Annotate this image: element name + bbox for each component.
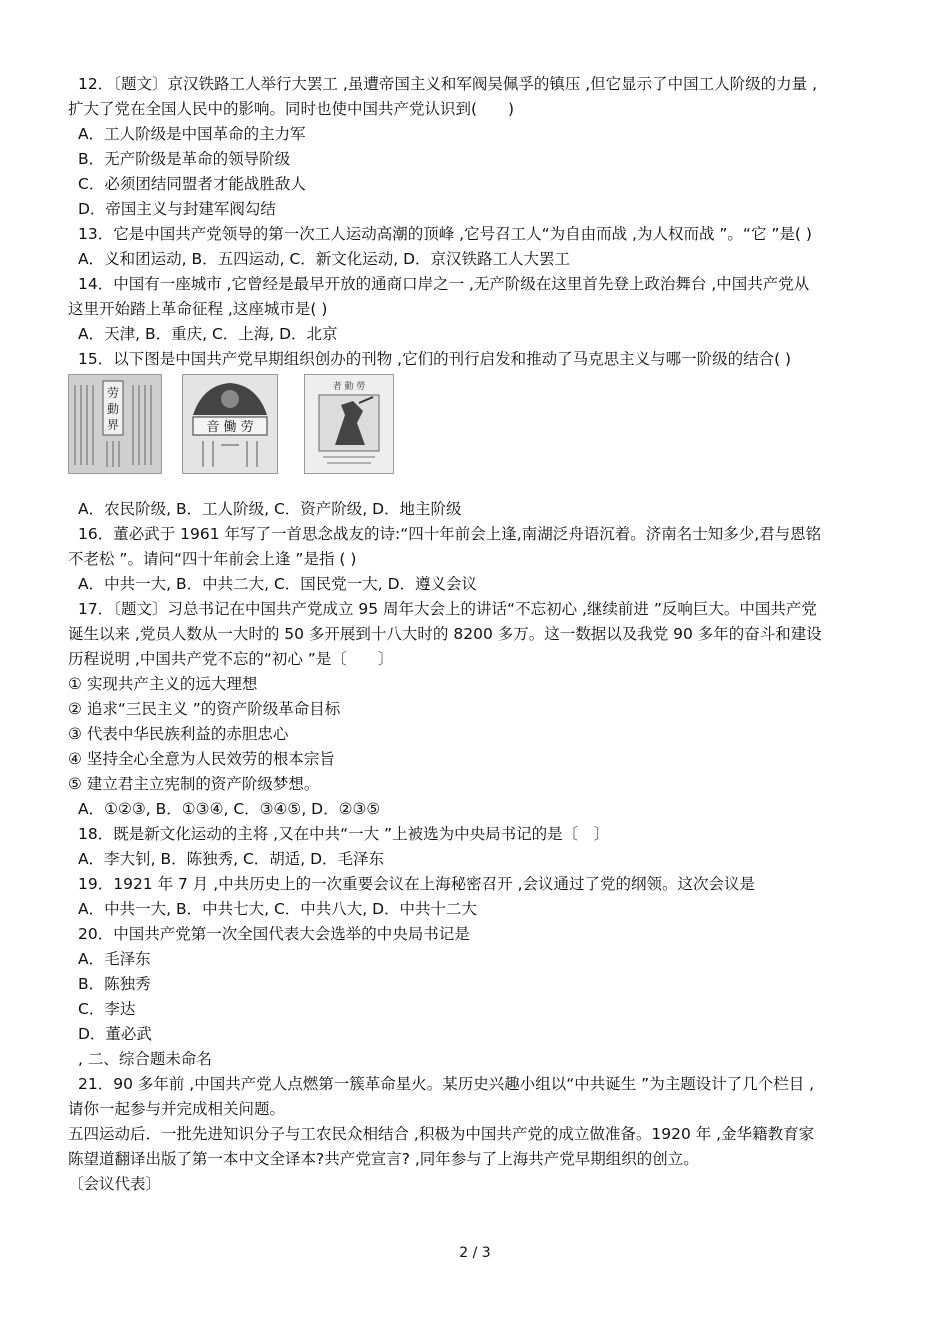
q19-stem: 19．1921 年 7 月 ,中共历史上的一次重要会议在上海秘密召开 ,会议通过了党的纲领。这次会议是 (78, 875, 756, 893)
q17-item-1: ① 实现共产主义的远大理想 (68, 675, 258, 693)
q19-options: A．中共一大, B．中共七大, C．中共八大, D．中共十二大 (78, 900, 478, 918)
svg-text:劳: 劳 (106, 386, 120, 400)
q17-item-2: ② 追求“三民主义 ”的资产阶级革命目标 (68, 700, 341, 718)
q16-options: A．中共一大, B．中共二大, C．国民党一大, D．遵义会议 (78, 575, 478, 593)
journal-images (68, 374, 398, 476)
q17-item-3: ③ 代表中华民族利益的赤胆忠心 (68, 725, 289, 743)
q20-option-b: B．陈独秀 (78, 975, 151, 993)
q12-stem-line1: 12．〔题文〕京汉铁路工人举行大罢工 ,虽遭帝国主义和军阀吴佩孚的镇压 ,但它显示了中国工人阶级的力量 , (78, 75, 818, 93)
journal-cover-icon (305, 375, 393, 473)
q15-options: A．农民阶级, B．工人阶级, C．资产阶级, D．地主阶级 (78, 500, 462, 518)
q20-option-a: A．毛泽东 (78, 950, 151, 968)
q12-option-c: C．必须团结同盟者才能战胜敌人 (78, 175, 306, 193)
q14-options: A．天津, B．重庆, C．上海, D．北京 (78, 325, 338, 343)
q16-stem-line2: 不老松 ”。请问“四十年前会上逢 ”是指 ( ) (68, 550, 357, 568)
q20-stem: 20．中国共产党第一次全国代表大会选举的中央局书记是 (78, 925, 470, 943)
q17-options: A．①②③, B．①③④, C．③④⑤, D．②③⑤ (78, 800, 381, 818)
q21-subheading: 〔会议代表〕 (68, 1175, 162, 1193)
q13-stem: 13．它是中国共产党领导的第一次工人运动高潮的顶峰 ,它号召工人“为自由而战 ,为人权而战 ”。“它 ”是( ) (78, 225, 812, 243)
q16-stem-line1: 16．董必武于 1961 年写了一首思念战友的诗:“四十年前会上逢,南湖泛舟语沉着。济南名士知多少,君与恩铭 (78, 525, 822, 543)
q14-stem-line2: 这里开始踏上革命征程 ,这座城市是( ) (68, 300, 328, 318)
journal-cover-2 (182, 374, 278, 474)
section-heading: , 二、综合题未命名 (78, 1050, 212, 1068)
q13-options: A．义和团运动, B．五四运动, C．新文化运动, D．京汉铁路工人大罢工 (78, 250, 571, 268)
q18-options: A．李大钊, B．陈独秀, C．胡适, D．毛泽东 (78, 850, 385, 868)
q14-stem-line1: 14．中国有一座城市 ,它曾经是最早开放的通商口岸之一 ,无产阶级在这里首先登上政治舞台 ,中国共产党从 (78, 275, 810, 293)
q20-option-c: C．李达 (78, 1000, 136, 1018)
q12-stem-line2: 扩大了党在全国人民中的影响。同时也使中国共产党认识到( ) (68, 100, 515, 118)
journal-cover-icon (183, 375, 277, 473)
journal-cover-1 (68, 374, 162, 474)
svg-text:動: 動 (106, 402, 120, 416)
q21-stem-line1: 21．90 多年前 ,中国共产党人点燃第一簇革命星火。某历史兴趣小组以“中共诞生 ”为主题设计了几个栏目 , (78, 1075, 815, 1093)
q17-item-4: ④ 坚持全心全意为人民效劳的根本宗旨 (68, 750, 335, 768)
journal-cover-3 (304, 374, 394, 474)
q12-option-d: D．帝国主义与封建军阀勾结 (78, 200, 276, 218)
q17-stem-line3: 历程说明 ,中国共产党不忘的“初心 ”是〔 〕 (68, 650, 394, 668)
q12-option-b: B．无产阶级是革命的领导阶级 (78, 150, 291, 168)
q17-item-5: ⑤ 建立君主立宪制的资产阶级梦想。 (68, 775, 320, 793)
svg-text:界: 界 (106, 418, 120, 432)
q20-option-d: D．董必武 (78, 1025, 152, 1043)
q17-stem-line2: 诞生以来 ,党员人数从一大时的 50 多开展到十八大时的 8200 多万。这一数据以及我党 90 多年的奋斗和建设 (68, 625, 822, 643)
q15-stem: 15．以下图是中国共产党早期组织创办的刊物 ,它们的刊行启发和推动了马克思主义与哪一阶级的结合( ) (78, 350, 792, 368)
q21-material-line2: 陈望道翻译出版了第一本中文全译本?共产党宣言? ,同年参与了上海共产党早期组织的创立。 (68, 1150, 699, 1168)
page-number: 2 / 3 (459, 1245, 491, 1261)
q18-stem: 18．既是新文化运动的主将 ,又在中共“一大 ”上被选为中央局书记的是〔 〕 (78, 825, 610, 843)
journal-cover-icon (69, 375, 161, 473)
q12-option-a: A．工人阶级是中国革命的主力军 (78, 125, 306, 143)
q21-material-line1: 五四运动后．一批先进知识分子与工农民众相结合 ,积极为中国共产党的成立做准备。1920 年 ,金华籍教育家 (68, 1125, 815, 1143)
q21-stem-line2: 请你一起参与并完成相关问题。 (68, 1100, 286, 1118)
svg-text:音 働 劳: 音 働 劳 (206, 420, 254, 435)
svg-text:者 動 勞: 者 動 勞 (332, 382, 366, 392)
q17-stem-line1: 17．〔题文〕习总书记在中国共产党成立 95 周年大会上的讲话“不忘初心 ,继续前进 ”反响巨大。中国共产党 (78, 600, 817, 618)
